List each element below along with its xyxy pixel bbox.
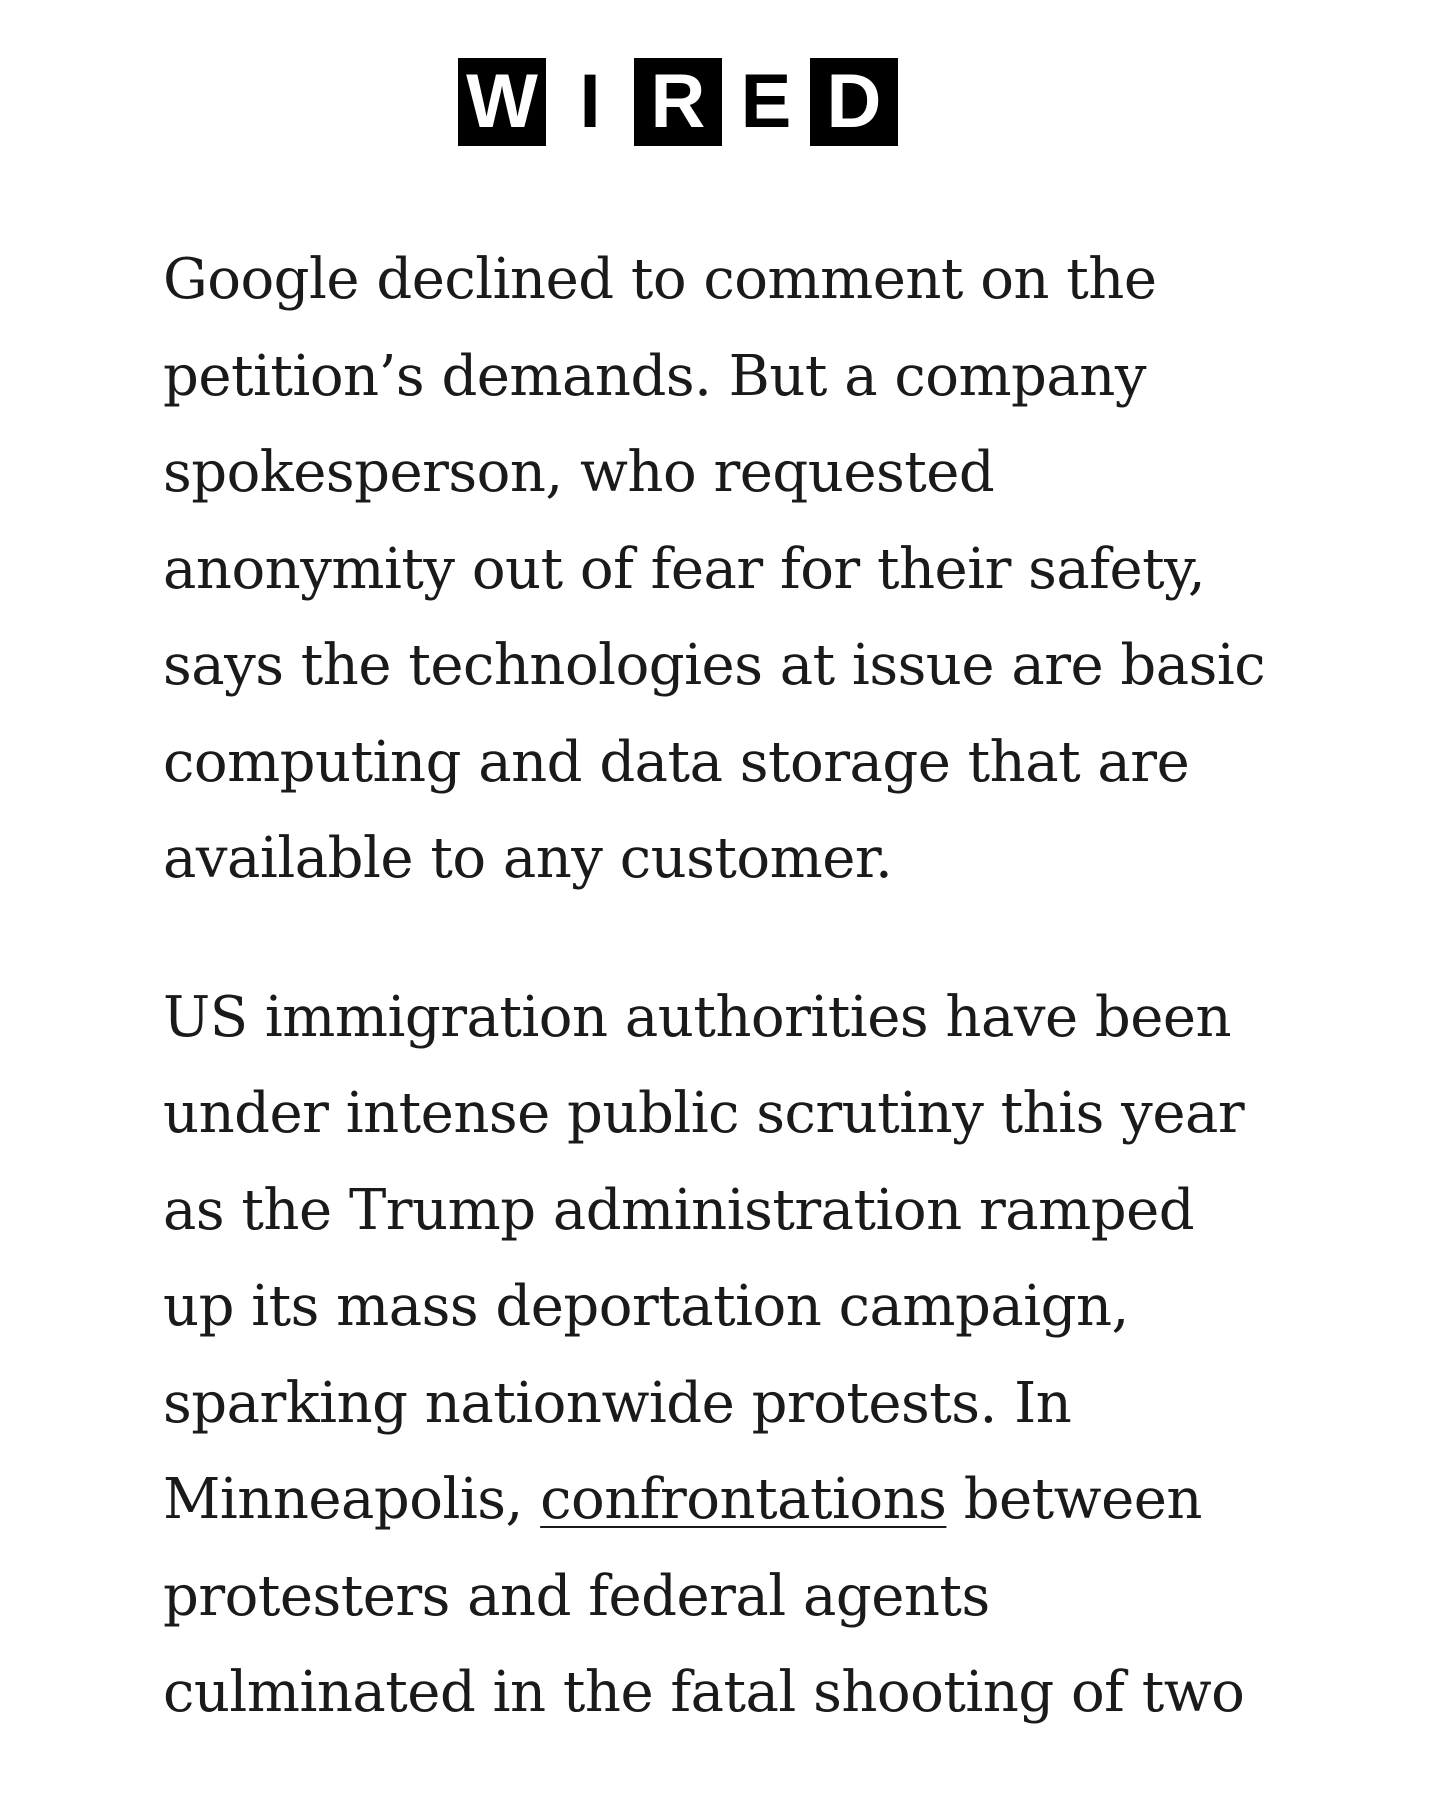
paragraph-line-with-link [163, 1452, 1293, 1549]
logo-letter-d: D [810, 58, 898, 146]
logo-letter-w: W [458, 58, 546, 146]
paragraph-line: sparking nationwide protests. In [163, 1370, 1072, 1436]
paragraph-line: US immigration authorities have been [163, 984, 1232, 1050]
paragraph-line: says the technologies at issue are basic [163, 633, 1266, 698]
wired-logo[interactable] [458, 58, 898, 146]
paragraph-line: protesters and federal agents [163, 1563, 990, 1629]
confrontations-link[interactable]: confrontations [540, 1467, 947, 1532]
logo-letter-i: I [546, 58, 634, 146]
paragraph-line: spokesperson, who requested [163, 440, 995, 505]
link-line-prefix: Minneapolis, [163, 1467, 541, 1532]
paragraph-line: computing and data storage that are [163, 729, 1190, 795]
paragraph-line: up its mass deportation campaign, [163, 1274, 1129, 1339]
link-line-suffix: between [946, 1467, 1202, 1532]
paragraph-line: available to any customer. [163, 826, 893, 891]
logo-letter-e: E [722, 58, 810, 146]
paragraph-line: Google declined to comment on the [163, 247, 1157, 312]
paragraph-line: petition’s demands. But a company [163, 343, 1146, 409]
article-paragraph [163, 232, 1293, 908]
paragraph-line: anonymity out of fear for their safety, [163, 536, 1206, 602]
article-body [163, 232, 1293, 1804]
article-paragraph [163, 970, 1293, 1742]
logo-letter-r: R [634, 58, 722, 146]
paragraph-line: culminated in the fatal shooting of two [163, 1660, 1245, 1725]
paragraph-line: as the Trump administration ramped [163, 1177, 1195, 1243]
paragraph-line: under intense public scrutiny this year [163, 1081, 1245, 1146]
